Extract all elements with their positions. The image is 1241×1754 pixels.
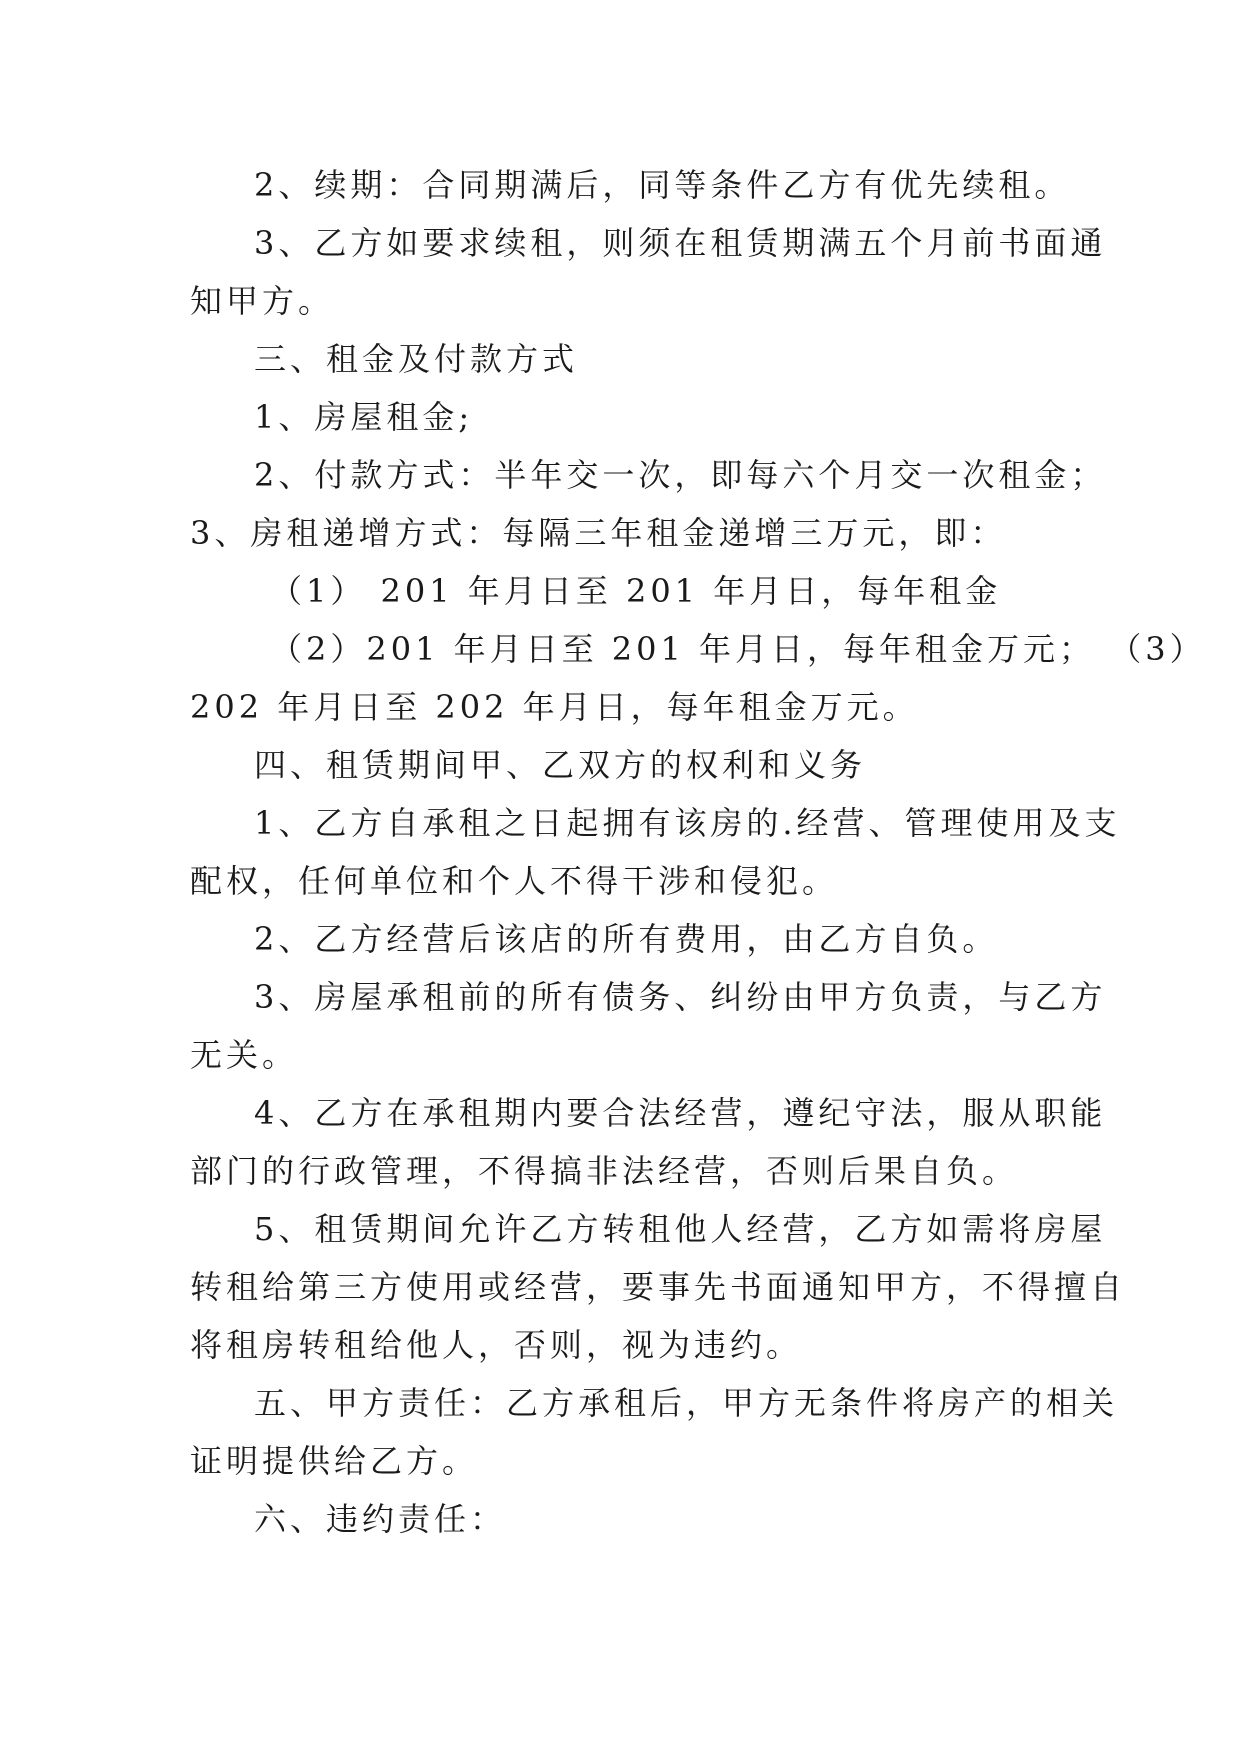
paragraph-line: 配权，任何单位和个人不得干涉和侵犯。 <box>190 862 839 900</box>
paragraph-line: 2、付款方式：半年交一次，即每六个月交一次租金； <box>254 456 1107 494</box>
paragraph-line: 1、乙方自承租之日起拥有该房的.经营、管理使用及支 <box>254 804 1121 842</box>
paragraph-line: 部门的行政管理，不得搞非法经营，否则后果自负。 <box>190 1152 1019 1190</box>
section-heading: 六、违约责任： <box>254 1500 507 1538</box>
paragraph-line: （1） 201 年月日至 201 年月日，每年租金 <box>270 572 1002 610</box>
section-heading: 四、租赁期间甲、乙双方的权利和义务 <box>254 746 867 784</box>
section-heading: 五、甲方责任：乙方承租后，甲方无条件将房产的相关 <box>254 1384 1119 1422</box>
paragraph-line: （2）201 年月日至 201 年月日，每年租金万元； （3） <box>270 630 1206 668</box>
paragraph-line: 3、房租递增方式：每隔三年租金递增三万元，即： <box>190 514 1007 552</box>
paragraph-line: 将租房转租给他人，否则，视为违约。 <box>190 1326 803 1364</box>
paragraph-line: 1、房屋租金; <box>254 398 474 436</box>
paragraph-line: 证明提供给乙方。 <box>190 1442 479 1480</box>
paragraph-line: 2、续期：合同期满后，同等条件乙方有优先续租。 <box>254 166 1071 204</box>
paragraph-line: 无关。 <box>190 1036 299 1074</box>
paragraph-line: 202 年月日至 202 年月日，每年租金万元。 <box>190 688 919 726</box>
paragraph-line: 知甲方。 <box>190 282 335 320</box>
section-heading: 三、租金及付款方式 <box>254 340 579 378</box>
paragraph-line: 5、租赁期间允许乙方转租他人经营，乙方如需将房屋 <box>254 1210 1107 1248</box>
paragraph-line: 3、房屋承租前的所有债务、纠纷由甲方负责，与乙方 <box>254 978 1107 1016</box>
document-body <box>190 156 1206 1548</box>
paragraph-line: 3、乙方如要求续租，则须在租赁期满五个月前书面通 <box>254 224 1107 262</box>
paragraph-line: 4、乙方在承租期内要合法经营，遵纪守法，服从职能 <box>254 1094 1107 1132</box>
paragraph-line: 2、乙方经营后该店的所有费用，由乙方自负。 <box>254 920 999 958</box>
paragraph-line: 转租给第三方使用或经营，要事先书面通知甲方，不得擅自 <box>190 1268 1127 1306</box>
